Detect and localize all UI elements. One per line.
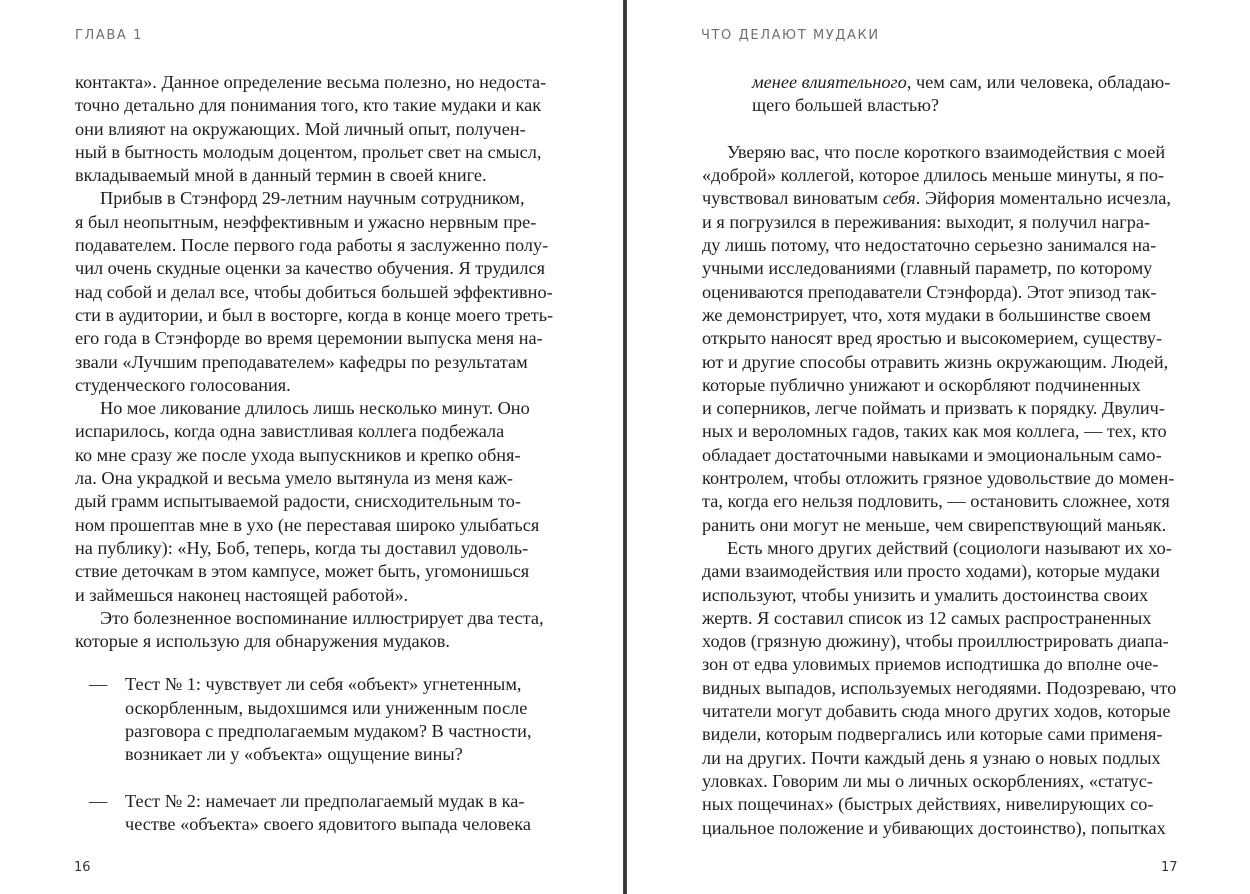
text-line: оскорбленным, выдохшимся или униженным после — [125, 697, 528, 718]
text-line: Тест № 2: намечает ли предполагаемый мудак в ка- — [125, 790, 525, 811]
text-line: ли на других. Почти каждый день я узнаю о новых подлых — [702, 747, 1161, 768]
list-item — [75, 790, 551, 837]
text-line: учными исследованиями (главный параметр, по которому — [702, 258, 1153, 279]
text-line: ный в бытность молодым доцентом, прольет свет на смысл, — [75, 141, 542, 162]
text-line: ла. Она украдкой и весьма умело вытянула из меня каж- — [75, 468, 513, 489]
text-line: и займешься наконец настоящей работой». — [75, 584, 409, 605]
text-line: Но мое ликование длилось лишь несколько минут. Оно — [100, 398, 530, 419]
text-line: я был неопытным, неэффективным и ужасно нервным пре- — [75, 211, 537, 232]
list-dash: — — [89, 790, 108, 811]
text-line: его года в Стэнфорде во время церемонии выпуска меня на- — [75, 328, 543, 349]
text-line: контролем, чтобы отложить грязное удовольствие до момен- — [702, 468, 1175, 489]
paragraph-reassurance — [702, 141, 1176, 537]
text-line: используют, чтобы унизить и умалить достоинства своих — [702, 584, 1149, 605]
text-line: дый грамм испытываемой радости, снисходительным то- — [75, 491, 521, 512]
text-line: ранить они могут не меньше, чем свирепствующий маньяк. — [702, 514, 1167, 535]
text-line: студенческого голосования. — [75, 374, 291, 395]
text-line: менее влиятельного, чем сам, или человека, обладаю- — [752, 72, 1171, 92]
text-line: уловках. Говорим ли мы о личных оскорблениях, «статус- — [702, 770, 1154, 791]
page-number-left: 16 — [74, 860, 91, 875]
text-line: обладает достаточными навыками и эмоциональным само- — [702, 444, 1162, 465]
text-line: ходов (грязную дюжину), чтобы проиллюстрировать диапа- — [702, 631, 1169, 652]
text-line: открыто наносят вред яростью и высокомерием, существу- — [702, 328, 1163, 349]
text-line: возникает ли у «объекта» ощущение вины? — [125, 744, 463, 765]
left-body-text — [75, 71, 554, 837]
paragraph-lines — [702, 211, 1176, 537]
text-line: читатели могут добавить сюда много других ходов, которые — [702, 701, 1171, 722]
text-line: же демонстрирует, что, хотя мудаки в большинстве своем — [702, 304, 1151, 325]
text-line: зон от едва уловимых приемов исподтишка до вполне оче- — [702, 654, 1159, 675]
text-line: они влияют на окружающих. Мой личный опыт, получен- — [75, 118, 526, 139]
text-line: подавателем. После первого года работы я заслуженно полу- — [75, 235, 549, 256]
italic-phrase: себя — [882, 188, 916, 209]
text-line: которые я использую для обнаружения мудаков. — [75, 631, 450, 652]
text-line: ют и другие способы отравить жизнь окружающим. Людей, — [702, 351, 1169, 372]
text-line: чил очень скудные оценки за качество обучения. Я трудился — [75, 258, 546, 279]
text-line: видели, которым подвергались или которые сами применя- — [702, 724, 1163, 745]
text-line: дами взаимодействия или просто ходами), которые мудаки — [702, 561, 1160, 582]
text-line: Есть много других действий (социологи называют их хо- — [727, 537, 1172, 558]
text-line: ду лишь потому, что недостаточно серьезно занимался на- — [702, 235, 1157, 256]
list-dash: — — [89, 674, 108, 695]
text-line: циальное положение и убивающих достоинство), попытках — [702, 817, 1166, 838]
text-line: честве «объекта» своего ядовитого выпада человека — [125, 814, 531, 835]
text-line: чувствовал виноватым себя. Эйфория моментально исчезла, — [702, 188, 1171, 209]
text-line: сти в аудитории, и был в восторге, когда в конце моего треть- — [75, 304, 554, 325]
text-line: ствие деточкам в этом кампусе, может быть, угомонишься — [75, 561, 530, 582]
text-line: и соперников, легче поймать и призвать к порядку. Двулич- — [702, 398, 1165, 419]
left-page — [0, 0, 624, 894]
text-line: ных и вероломных гадов, таких как моя коллега, — тех, кто — [702, 421, 1167, 442]
running-head-right: ЧТО ДЕЛАЮТ МУДАКИ — [701, 28, 880, 43]
list-item — [75, 673, 551, 766]
right-page — [627, 0, 1250, 894]
text-line: ко мне сразу же после ухода выпускников и крепко обня- — [75, 444, 521, 465]
text-line: которые публично унижают и оскорбляют подчиненных — [702, 374, 1141, 395]
text-line: Прибыв в Стэнфорд 29-летним научным сотрудником, — [100, 188, 525, 209]
text-line: оцениваются преподаватели Стэнфорда). Этот эпизод так- — [702, 281, 1157, 302]
left-paragraphs — [75, 71, 554, 653]
text-line: звали «Лучшим преподавателем» кафедры по результатам — [75, 351, 528, 372]
text-line: над собой и делал все, чтобы добиться большей эффективно- — [75, 281, 553, 302]
quote-continuation — [702, 71, 1176, 118]
text-line: Тест № 1: чувствует ли себя «объект» угнетенным, — [125, 674, 522, 695]
text-line: щего большей властью? — [752, 95, 939, 116]
text-line: видных выпадов, используемых негодяями. Подозреваю, что — [702, 677, 1177, 698]
text-line: та, когда его нельзя подловить, — остановить сложнее, хотя — [702, 491, 1170, 512]
page-number-right: 17 — [1161, 860, 1178, 875]
text-line: контакта». Данное определение весьма полезно, но недоста- — [75, 72, 547, 92]
text-line: точно детально для понимания того, кто такие мудаки и как — [75, 95, 542, 116]
text-line: «доброй» коллегой, которое длилось меньше минуты, я по- — [702, 165, 1165, 186]
text-line: Уверяю вас, что после короткого взаимодействия с моей — [727, 141, 1166, 162]
text-line: ных пощечинах» (быстрых действиях, нивелирующих со- — [702, 794, 1154, 815]
text-line: вкладываемый мной в данный термин в своей книге. — [75, 165, 487, 186]
text-line: жертв. Я составил список из 12 самых распространенных — [702, 607, 1152, 628]
text-line: Это болезненное воспоминание иллюстрирует два теста, — [100, 607, 544, 628]
italic-phrase: менее влиятельного — [752, 72, 907, 92]
text-line: ном прошептав мне в ухо (не переставая широко улыбаться — [75, 514, 540, 535]
text-line: и я погрузился в переживания: выходит, я получил награ- — [702, 211, 1151, 232]
text-line: испарилось, когда одна завистливая коллега подбежала — [75, 421, 505, 442]
text-line: на публику): «Ну, Боб, теперь, когда ты доставил удоволь- — [75, 537, 529, 558]
test-list — [75, 673, 551, 836]
paragraph-moves — [702, 537, 1176, 840]
running-head-left: ГЛАВА 1 — [75, 28, 144, 43]
right-body-text — [702, 71, 1176, 840]
text-line: разговора с предполагаемым мудаком? В частности, — [125, 721, 532, 742]
